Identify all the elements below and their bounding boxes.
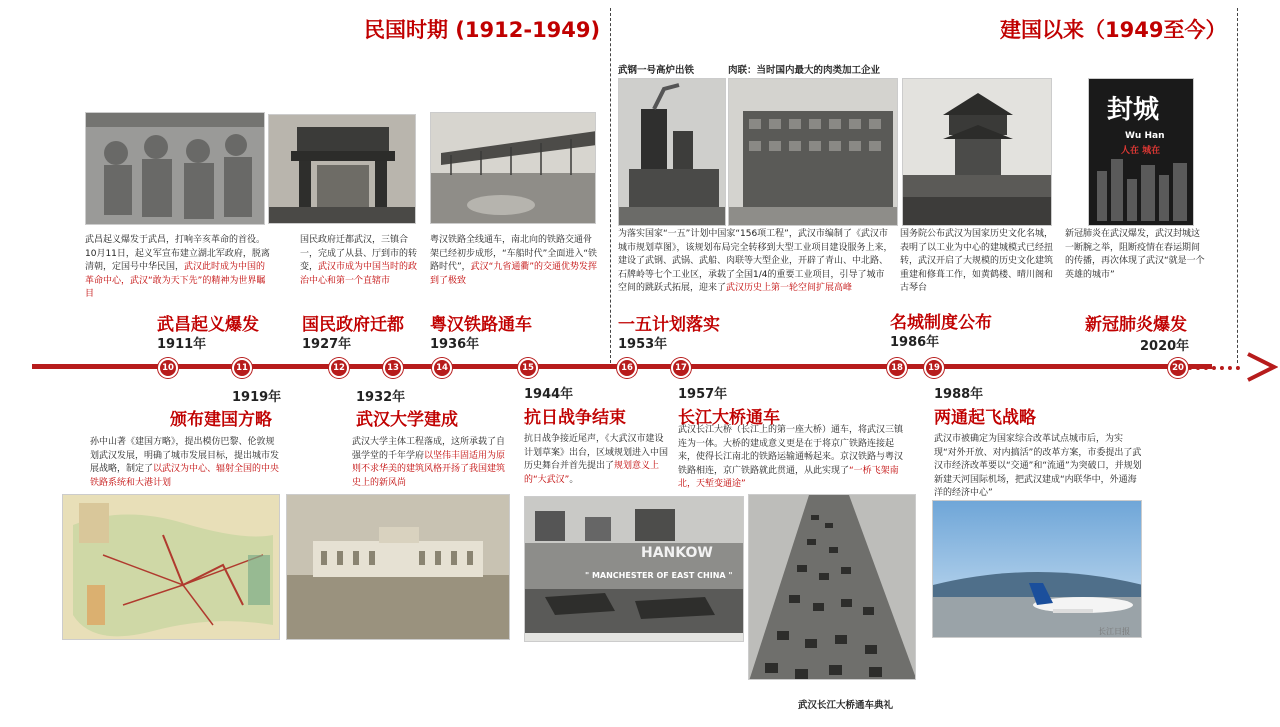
hankow-text: HANKOW [641, 545, 713, 561]
photo-lockdown-poster [1088, 78, 1194, 226]
event-year-1932: 1932年 [356, 390, 406, 405]
timeline-tick: 18 [887, 358, 907, 378]
desc-text: 武汉大学主体工程落成，这所承载了自强学堂的千年学府 [352, 437, 506, 461]
manchester-text: " MANCHESTER OF EAST CHINA " [585, 571, 733, 580]
desc-highlight: 武汉市成为中国当时的政治中心和第一个直辖市 [300, 262, 418, 286]
photo-yuehan-railway [430, 112, 596, 224]
desc-highlight: 武汉“九省通衢”的交通优势发挥到了极致 [430, 262, 597, 286]
event-year-1944: 1944年 [524, 387, 574, 402]
timeline-tick: 17 [671, 358, 691, 378]
photo-tianhe-airport [932, 500, 1142, 638]
timeline-tick: 20 [1168, 358, 1188, 378]
timeline-tick: 14 [432, 358, 452, 378]
photo-hankow-manchester [524, 496, 744, 642]
event-desc-1932 [352, 436, 510, 490]
photo-jianguo-fanglue-map [62, 494, 280, 640]
event-title-1986: 名城制度公布 [890, 313, 992, 333]
event-year-1986: 1986年 [890, 335, 940, 350]
photo-yangtze-bridge [748, 494, 916, 680]
timeline-tick: 12 [329, 358, 349, 378]
poster-subtitle: 人在 城在 [1121, 146, 1161, 156]
photo-yellow-crane-tower [902, 78, 1052, 226]
desc-text: 新冠肺炎在武汉爆发，武汉封城这一断腕之举，阻断疫情在春运期间的传播，再次体现了武汉“就是一个英雄的城市” [1065, 229, 1205, 280]
desc-text: 国民政府迁都武汉，三镇合一，完成了从县、厅到市的转变， [300, 235, 418, 272]
desc-highlight: 武汉历史上第一轮空间扩展高峰 [726, 283, 853, 293]
event-title-2020: 新冠肺炎爆发 [1085, 315, 1187, 335]
event-title-1932: 武汉大学建成 [356, 410, 458, 430]
event-year-1919: 1919年 [232, 390, 282, 405]
timeline-tick: 11 [232, 358, 252, 378]
desc-highlight: 以武汉为中心、辐射全国的中央铁路系统和大港计划 [90, 464, 280, 488]
era-title-republic: 民国时期 (1912-1949) [364, 18, 601, 42]
desc-text: 武汉市被确定为国家综合改革试点城市后，为实现“对外开放、对内搞活”的改革方案，市委提出了武汉市经济改革要以“交通”和“流通”为突破口，并规划新建天河国际机场，把武汉建成“内联华中，外通海洋的经济中心” [934, 434, 1142, 498]
event-desc-1957 [678, 424, 908, 492]
poster-wuhan-en: Wu Han [1125, 131, 1165, 141]
desc-text: 国务院公布武汉为国家历史文化名城，表明了以工业为中心的建城模式已经扭转，武汉开启了大规模的历史文化建筑重建和修葺工作，如黄鹤楼、晴川阁和古琴台 [900, 229, 1054, 293]
photo-caption-wisco: 武钢一号高炉出铁 [618, 65, 695, 76]
event-year-1911: 1911年 [157, 337, 207, 352]
event-title-1957: 长江大桥通车 [678, 408, 780, 428]
event-year-1957: 1957年 [678, 387, 728, 402]
desc-text: 武昌起义爆发于武昌，打响辛亥革命的首役。10月11日，起义军宣布建立湖北军政府，脱离清朝，定国号中华民国， [85, 235, 270, 272]
event-desc-1986 [900, 228, 1060, 296]
event-title-1944: 抗日战争结束 [524, 408, 626, 428]
timeline-tick: 10 [158, 358, 178, 378]
event-year-2020: 2020年 [1140, 339, 1190, 354]
event-desc-1911 [85, 234, 270, 302]
photo-nationalist-gov-gate [268, 114, 416, 224]
event-desc-1919 [90, 436, 282, 490]
desc-highlight: 以坚伟丰固适用为原则不求华美的建筑风格开扬了我国建筑史上的新风尚 [352, 450, 506, 488]
photo-wuchang-uprising-relief [85, 112, 265, 225]
event-title-1953: 一五计划落实 [618, 315, 720, 335]
timeline-tick: 16 [617, 358, 637, 378]
event-desc-1936 [430, 234, 600, 288]
desc-highlight: 武汉此时成为中国的革命中心，武汉“敢为天下先”的精神为世界瞩目 [85, 262, 266, 299]
era-title-prc: 建国以来（1949至今） [1000, 18, 1227, 42]
timeline-arrow-icon [1240, 352, 1278, 382]
desc-text: 粤汉铁路全线通车，南北向的铁路交通骨架已经初步成形，“车船时代”全面进入“铁路时代”， [430, 235, 597, 272]
timeline-tick: 19 [924, 358, 944, 378]
desc-text: 孙中山著《建国方略》，提出模仿巴黎、伦敦规划武汉发展，明确了城市发展目标，提出城市发展战略，制定了 [90, 437, 280, 474]
photo-caption-roulian: 肉联：当时国内最大的肉类加工企业 [728, 65, 881, 76]
event-desc-1944 [524, 433, 668, 487]
event-year-1988: 1988年 [934, 387, 984, 402]
timeline-tick: 13 [383, 358, 403, 378]
photo-caption-bridge-ceremony: 武汉长江大桥通车典礼 [798, 700, 894, 711]
photo-wuhan-university [286, 494, 510, 640]
timeline-axis-dotted [1188, 366, 1240, 370]
event-desc-1953 [618, 228, 893, 296]
desc-text: 。 [569, 474, 579, 485]
event-title-1936: 粤汉铁路通车 [430, 315, 532, 335]
era-divider-end [1237, 8, 1238, 363]
event-year-1927: 1927年 [302, 337, 352, 352]
event-desc-2020 [1065, 228, 1205, 282]
event-desc-1927 [300, 234, 418, 288]
desc-highlight: “一桥飞架南北，天堑变通途” [678, 465, 899, 489]
event-title-1927: 国民政府迁都 [302, 315, 404, 335]
watermark-label: 长江日报 [1098, 627, 1130, 636]
event-year-1953: 1953年 [618, 337, 668, 352]
photo-wisco-blast-furnace [618, 78, 726, 226]
desc-highlight: 规划意义上的“大武汉” [524, 461, 660, 485]
timeline-tick: 15 [518, 358, 538, 378]
desc-text: 为落实国家“一五”计划中国家“156项工程”，武汉市编制了《武汉市城市规划草图》，该规划布局完全转移到大型工业项目建设服务上来，建设了武钢、武锅、武船、肉联等大型企业，开辟了青山、中北路、石牌岭等七个工业区，承载了全国1/4的重要工业项目，引导了城市空间的跳跃式拓展，迎来了 [618, 229, 893, 293]
event-year-1936: 1936年 [430, 337, 480, 352]
desc-text: 武汉长江大桥（长江上的第一座大桥）通车，将武汉三镇连为一体。大桥的建成意义更是在于将京广铁路连接起来，使得长江南北的铁路运输通畅起来。京汉铁路与粤汉铁路相连，京广铁路就此贯通，从此实现了 [678, 425, 904, 476]
photo-roulian-plant [728, 78, 898, 226]
event-title-1988: 两通起飞战略 [934, 408, 1036, 428]
event-title-1911: 武昌起义爆发 [157, 315, 259, 335]
desc-text: 抗日战争接近尾声，《大武汉市建设计划草案》出台，区域规划进入中国历史舞台并首先提出了 [524, 434, 669, 471]
era-divider [610, 8, 611, 363]
event-title-1919: 颁布建国方略 [170, 410, 272, 430]
poster-title: 封城 [1107, 95, 1160, 125]
event-desc-1988 [934, 433, 1144, 501]
